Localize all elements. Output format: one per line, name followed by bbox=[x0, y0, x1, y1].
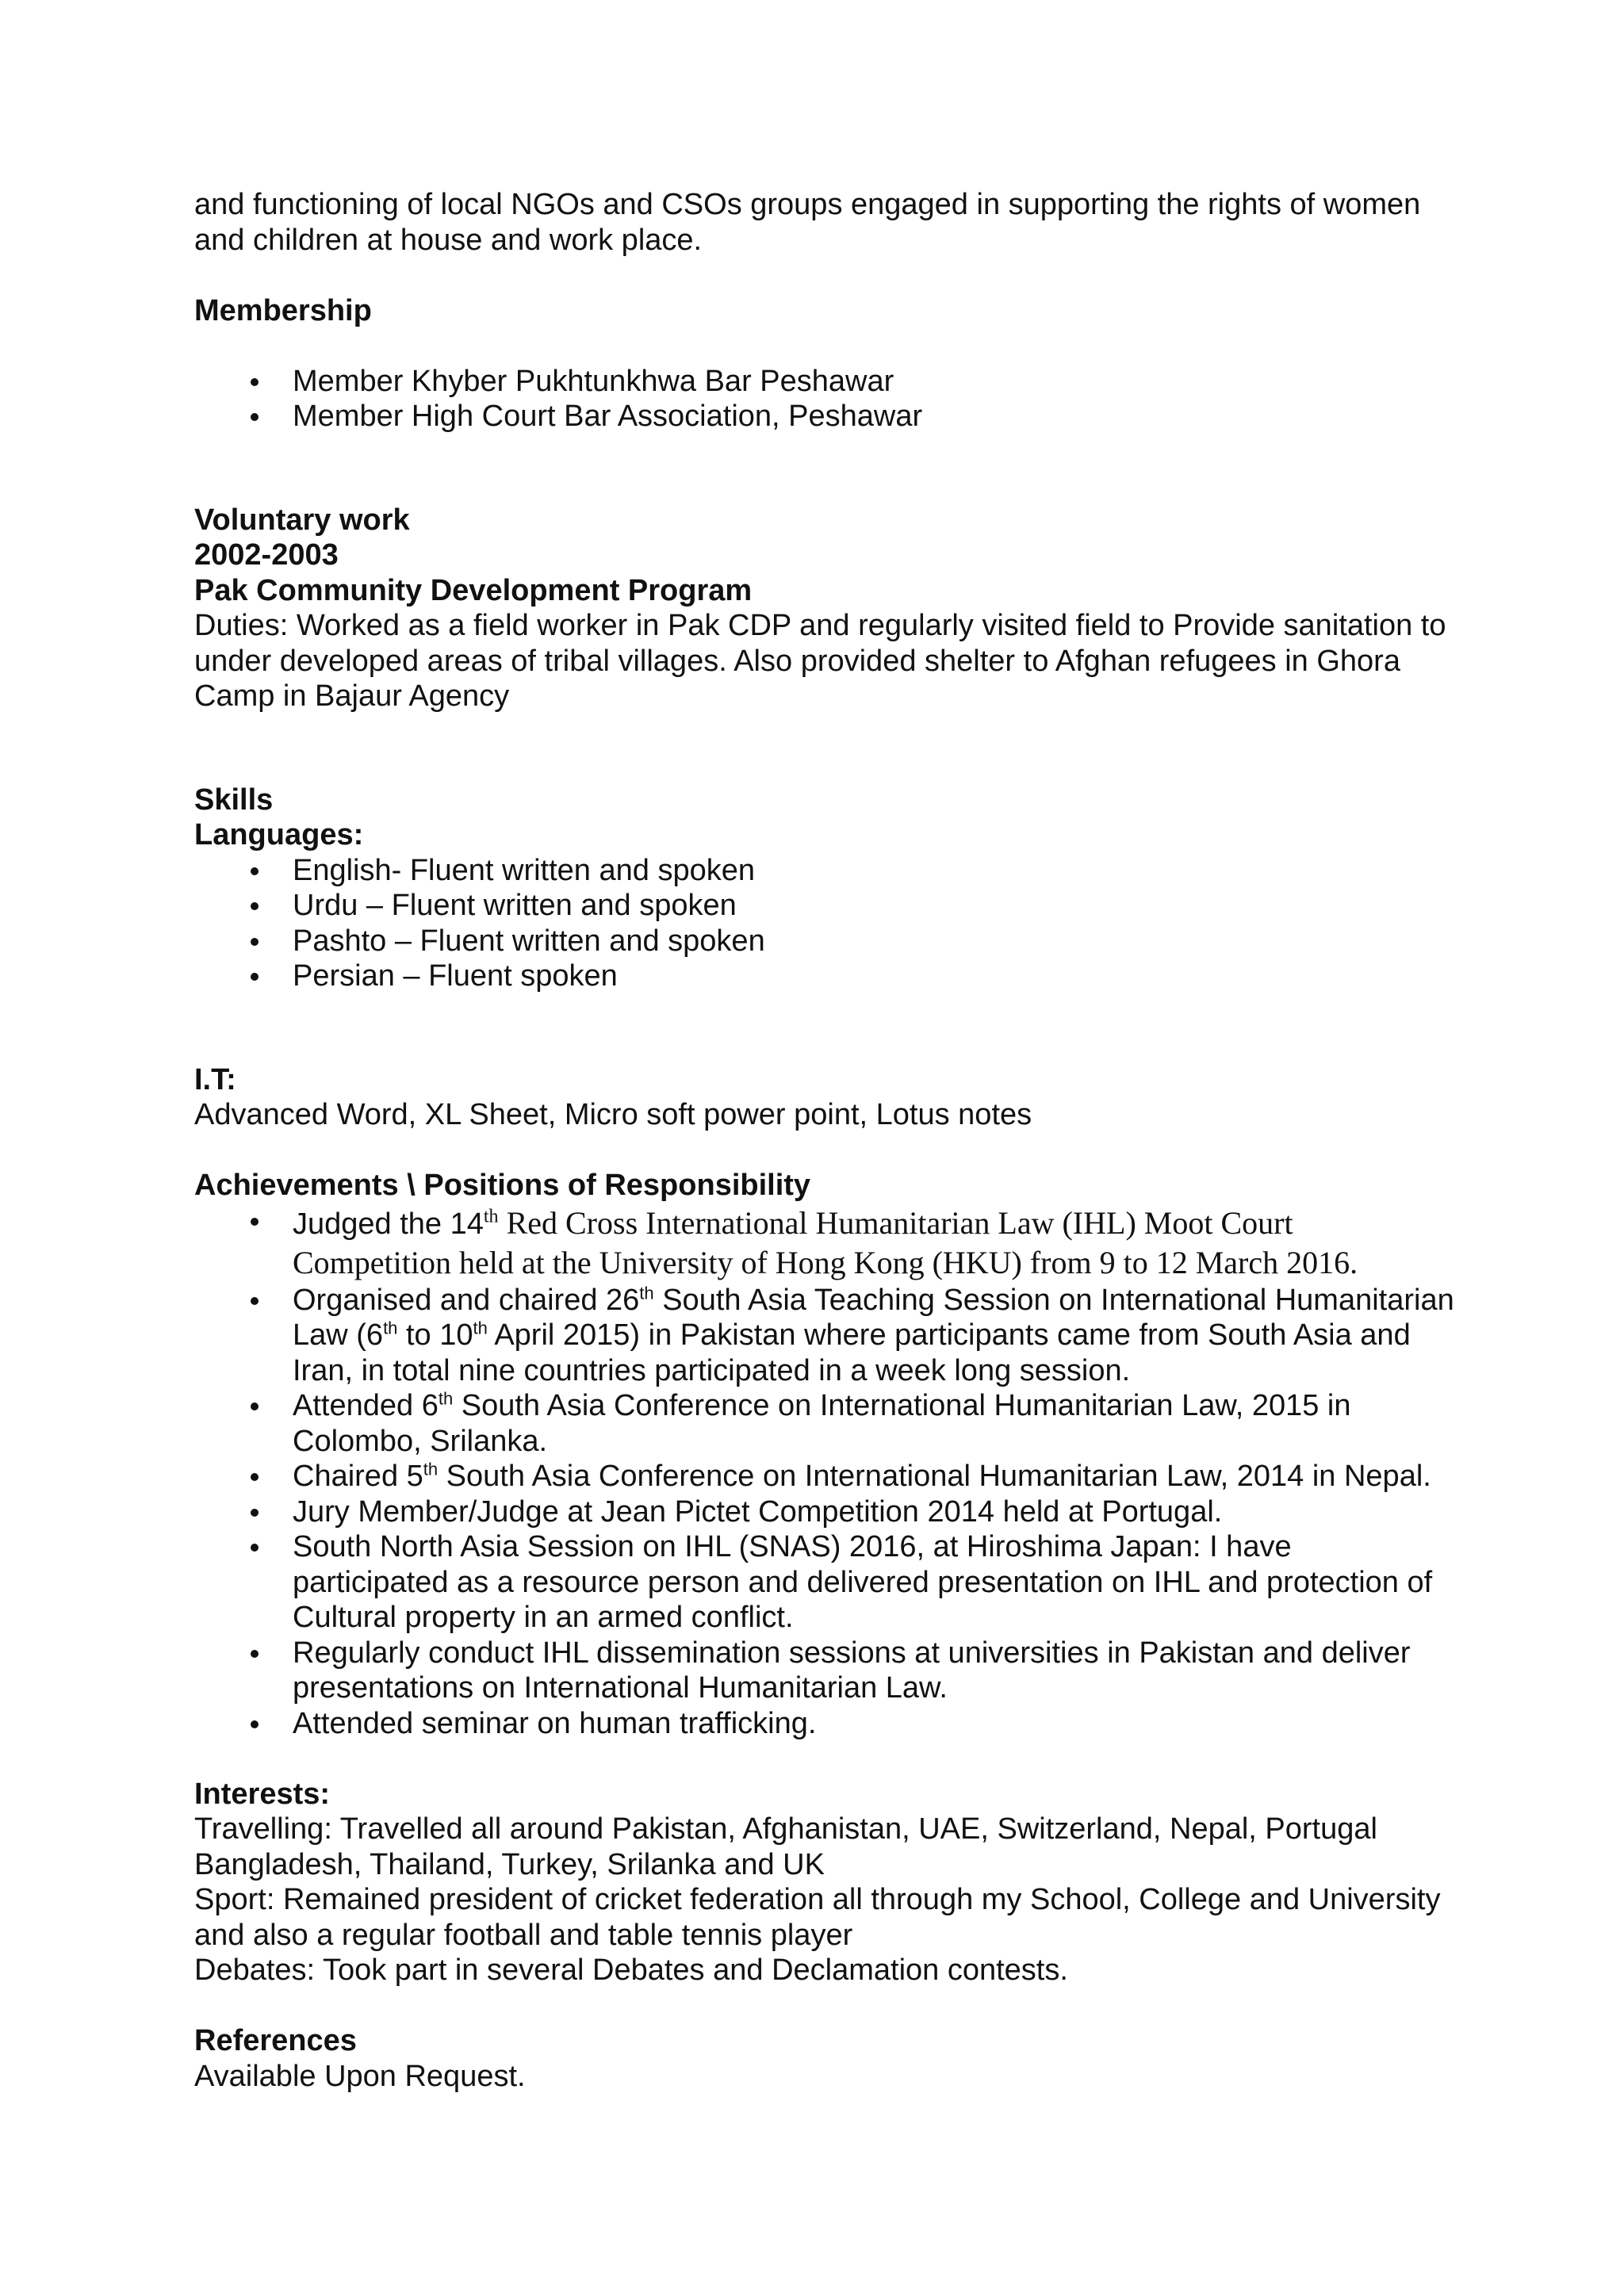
achievement-text: April 2015) in Pakistan where participants came from South Asia and Iran, in total nine countries participated in a week long session. bbox=[293, 1318, 1411, 1387]
list-item: Regularly conduct IHL dissemination sessions at universities in Pakistan and deliver presentations on International Humanitarian Law. bbox=[194, 1636, 1455, 1706]
achievement-text: South Asia Teaching Session on International Humanitarian Law (6 bbox=[293, 1283, 1454, 1352]
interests-heading: Interests: bbox=[194, 1777, 331, 1811]
list-item bbox=[194, 1459, 1455, 1494]
interests-sport: Sport: Remained president of cricket federation all through my School, College and University and also a regular football and table tennis player bbox=[194, 1883, 1441, 1952]
list-item bbox=[194, 1283, 1455, 1389]
it-heading: I.T: bbox=[194, 1062, 236, 1096]
list-item: Pashto – Fluent written and spoken bbox=[194, 924, 1455, 959]
ordinal-suffix: th bbox=[473, 1318, 488, 1338]
achievement-text: Organised and chaired 26 bbox=[293, 1283, 640, 1317]
voluntary-years: 2002-2003 bbox=[194, 538, 339, 572]
achievement-text: Chaired 5 bbox=[293, 1460, 423, 1493]
achievement-text: Attended 6 bbox=[293, 1389, 439, 1422]
list-item: Member Khyber Pukhtunkhwa Bar Peshawar bbox=[194, 364, 1455, 400]
achievements-heading: Achievements \ Positions of Responsibility bbox=[194, 1169, 811, 1202]
languages-list bbox=[194, 853, 1455, 994]
list-item bbox=[194, 1388, 1455, 1459]
list-item: Member High Court Bar Association, Peshawar bbox=[194, 399, 1455, 434]
languages-heading: Languages: bbox=[194, 818, 364, 851]
list-item bbox=[194, 1203, 1455, 1283]
ordinal-suffix: th bbox=[639, 1282, 654, 1303]
references-heading: References bbox=[194, 2024, 357, 2057]
voluntary-heading: Voluntary work bbox=[194, 503, 410, 537]
membership-heading: Membership bbox=[194, 293, 372, 327]
voluntary-duties: Duties: Worked as a field worker in Pak CDP and regularly visited field to Provide sanitation to under developed areas of tribal villages. Also provided shelter to Afghan refugees in Ghora Camp in Bajaur Agency bbox=[194, 609, 1446, 713]
interests-debates: Debates: Took part in several Debates and Declamation contests. bbox=[194, 1954, 1068, 1987]
list-item: Jury Member/Judge at Jean Pictet Competition 2014 held at Portugal. bbox=[194, 1494, 1455, 1530]
list-item: Urdu – Fluent written and spoken bbox=[194, 888, 1455, 924]
list-item: English- Fluent written and spoken bbox=[194, 853, 1455, 889]
achievement-text: South Asia Conference on International Humanitarian Law, 2015 in Colombo, Srilanka. bbox=[293, 1389, 1351, 1458]
ordinal-suffix: th bbox=[483, 1206, 499, 1227]
it-text: Advanced Word, XL Sheet, Micro soft power point, Lotus notes bbox=[194, 1098, 1032, 1131]
achievement-text: South Asia Conference on International Humanitarian Law, 2014 in Nepal. bbox=[438, 1460, 1431, 1493]
achievement-text: Red Cross International Humanitarian Law (IHL) Moot Court Competition held at the University of Hong Kong (HKU) from 9 to 12 March 2016. bbox=[293, 1204, 1358, 1280]
list-item: South North Asia Session on IHL (SNAS) 2016, at Hiroshima Japan: I have participated as a resource person and delivered presentation on IHL and protection of Cultural property in an armed conflict. bbox=[194, 1529, 1455, 1636]
ordinal-suffix: th bbox=[383, 1318, 398, 1338]
skills-heading: Skills bbox=[194, 783, 274, 817]
intro-line-2: and children at house and work place. bbox=[194, 223, 703, 257]
list-item: Attended seminar on human trafficking. bbox=[194, 1706, 1455, 1742]
achievements-list bbox=[194, 1203, 1455, 1742]
list-item: Persian – Fluent spoken bbox=[194, 959, 1455, 994]
intro-line-1: and functioning of local NGOs and CSOs groups engaged in supporting the rights of women bbox=[194, 188, 1421, 221]
resume-page bbox=[194, 187, 1455, 2094]
achievement-text: to 10 bbox=[397, 1318, 473, 1352]
references-text: Available Upon Request. bbox=[194, 2059, 526, 2093]
ordinal-suffix: th bbox=[423, 1459, 439, 1479]
ordinal-suffix: th bbox=[438, 1388, 454, 1409]
achievement-text: Judged the 14 bbox=[293, 1207, 484, 1241]
membership-list bbox=[194, 364, 1455, 434]
voluntary-org: Pak Community Development Program bbox=[194, 573, 753, 607]
interests-travel: Travelling: Travelled all around Pakistan, Afghanistan, UAE, Switzerland, Nepal, Portugal Bangladesh, Thailand, Turkey, Srilanka and UK bbox=[194, 1812, 1377, 1881]
